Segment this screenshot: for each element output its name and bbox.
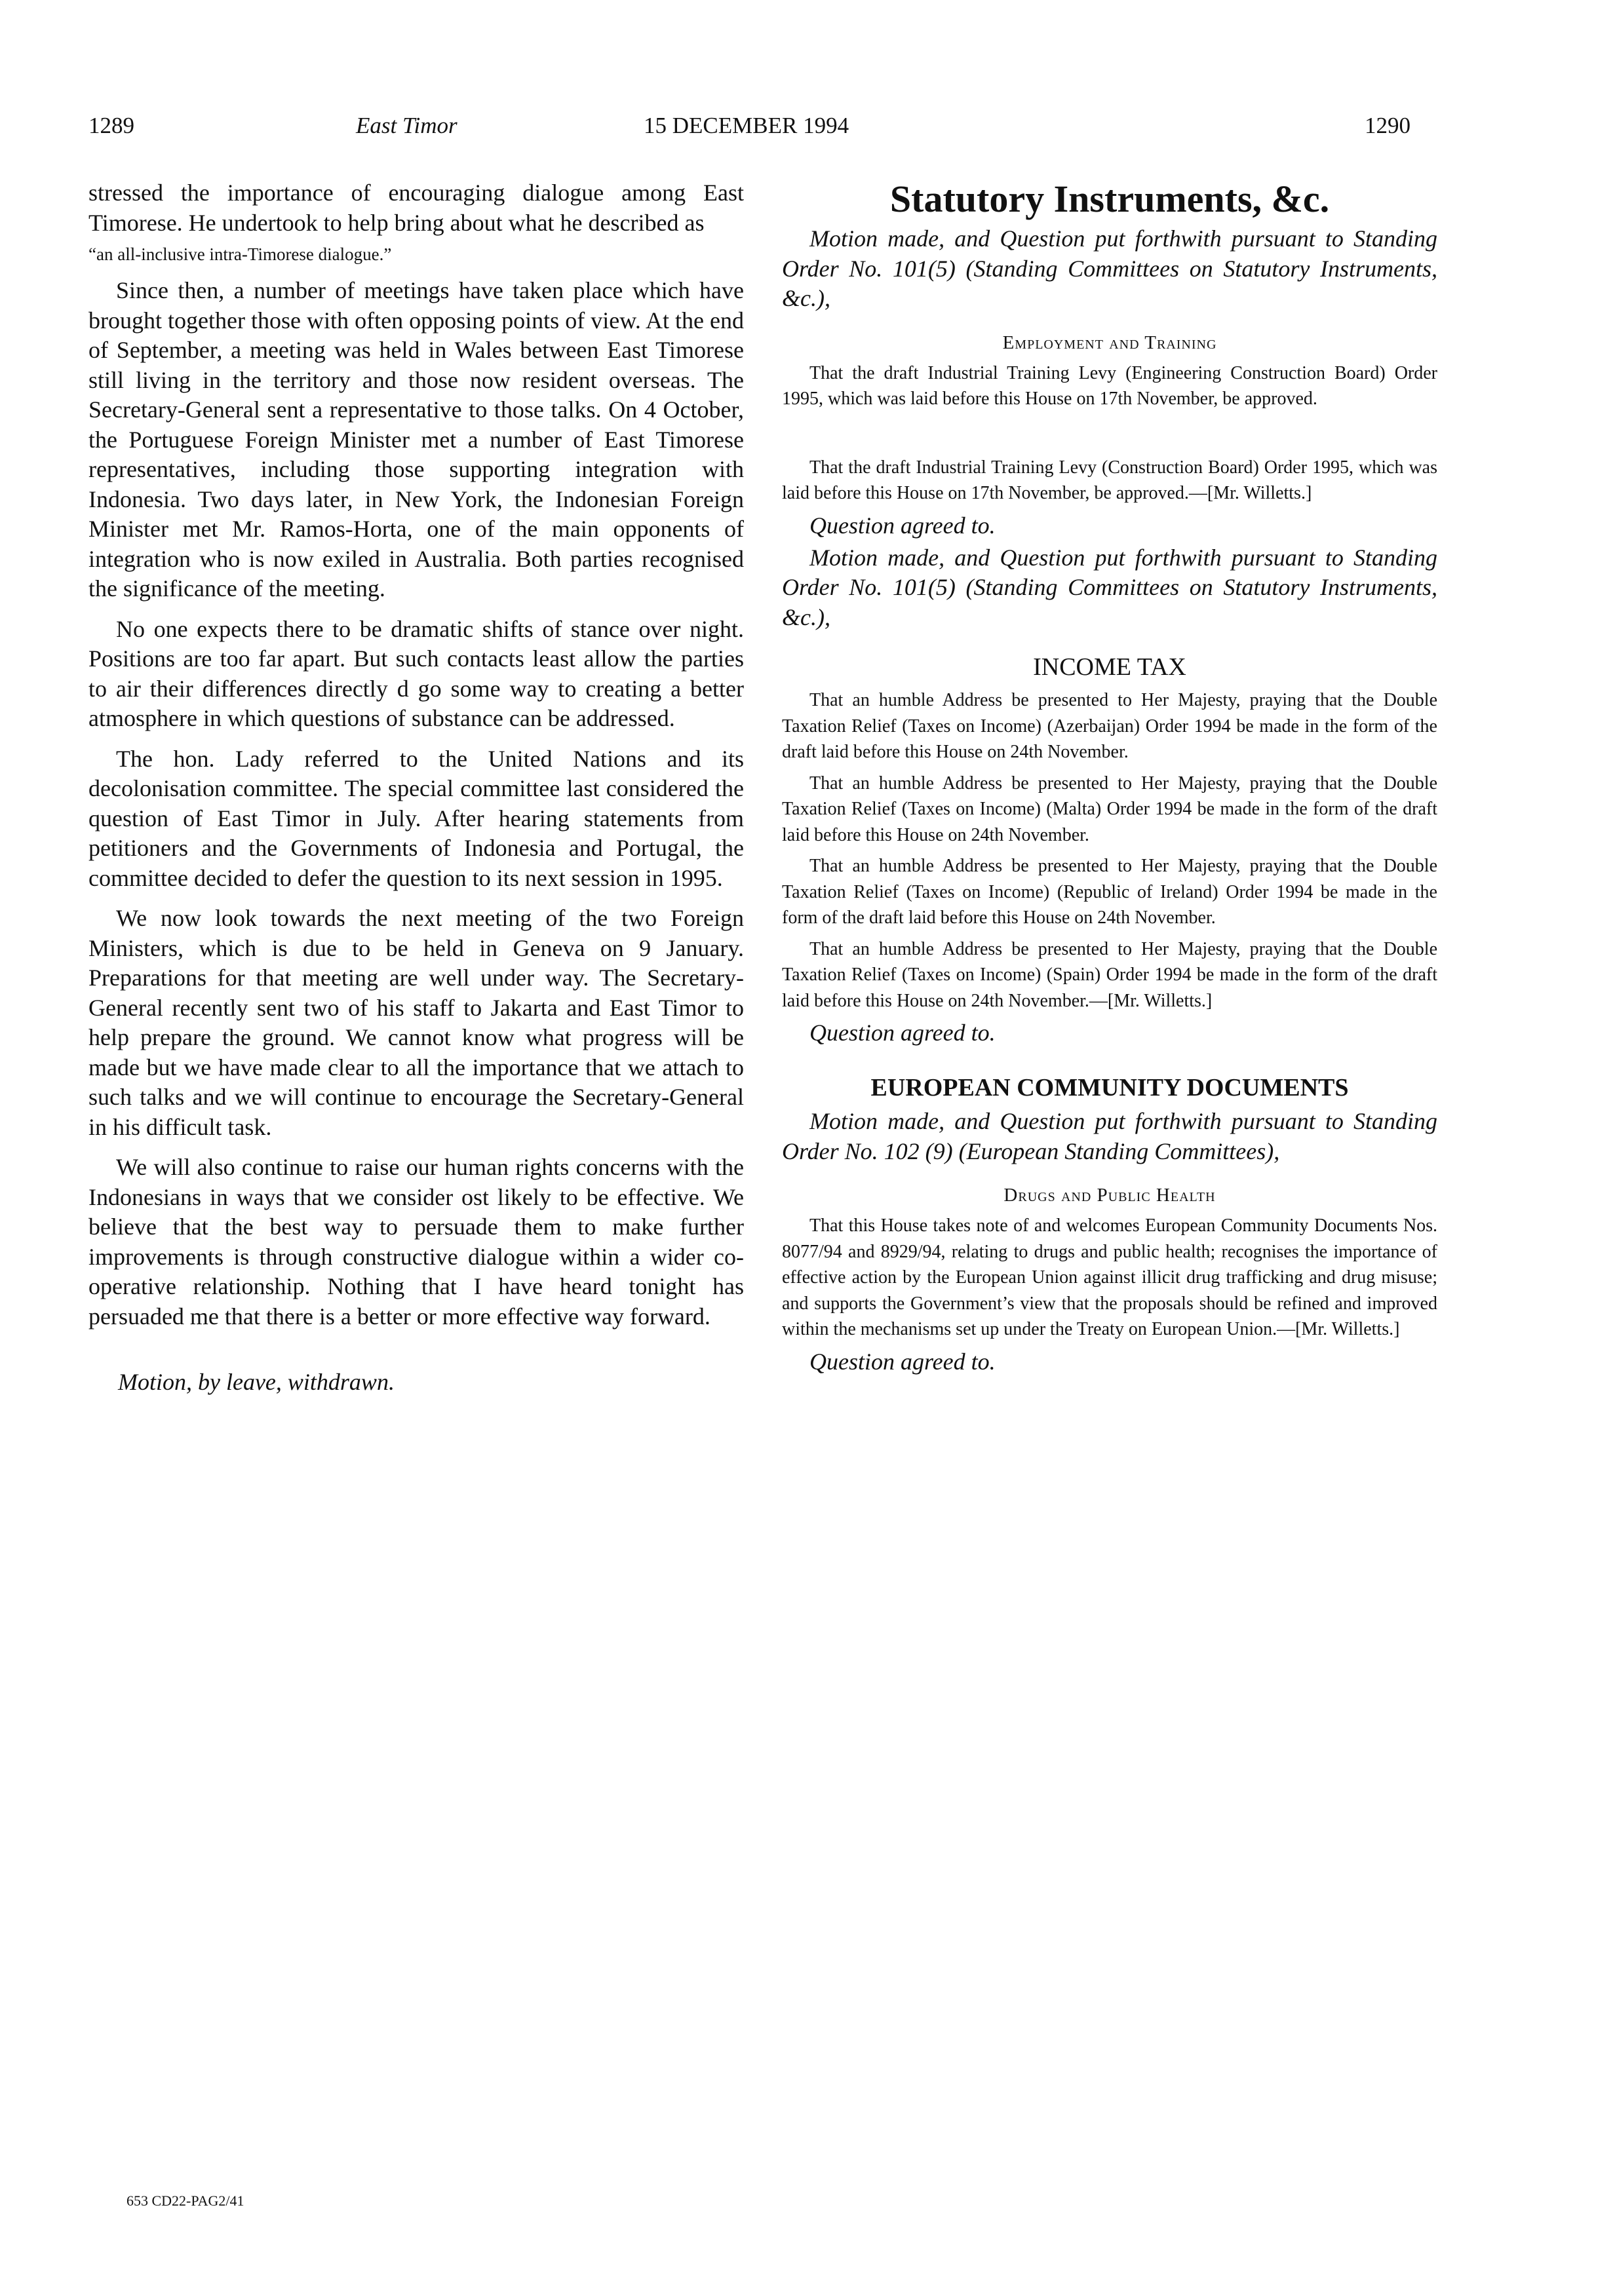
- resolution: That an humble Address be presented to Her Majesty, praying that the Double Taxation Relief (Taxes on Income) (Azerbaijan) Order 1994 be made in the form of the draft laid before this House on 24th November.: [782, 690, 1437, 762]
- running-title: East Timor: [356, 113, 457, 138]
- question-agreed: Question agreed to.: [809, 512, 996, 539]
- paragraph: No one expects there to be dramatic shifts of stance over night. Positions are too far apart. But such contacts least allow the parties to air their differences directly d go some way to creating a better atmosphere in which questions of substance can be addressed.: [88, 615, 744, 731]
- subheading: INCOME TAX: [1033, 653, 1186, 681]
- resolution: That an humble Address be presented to Her Majesty, praying that the Double Taxation Relief (Taxes on Income) (Spain) Order 1994 be made in the form of the draft laid before this House on 24th November.—[Mr. Willetts.]: [782, 938, 1437, 1011]
- print-code: 653 CD22-PAG2/41: [126, 2192, 244, 2209]
- page-date: 15 DECEMBER 1994: [644, 113, 849, 138]
- paragraph: Since then, a number of meetings have taken place which have brought together those with often opposing points of view. At the end of September, a meeting was held in Wales between East Timorese still living in the territory and those now resident overseas. The Secretary-General sent a representative to those talks. On 4 October, the Portuguese Foreign Minister met a number of East Timorese representatives, including those supporting integration with Indonesia. Two days later, in New York, the Indonesian Foreign Minister met Mr. Ramos-Horta, one of the main opponents of integration who is now exiled in Australia. Both parties recognised the significance of the meeting.: [88, 277, 744, 602]
- section-heading: Statutory Instruments, &c.: [889, 178, 1330, 220]
- motion-text: Motion made, and Question put forthwith pursuant to Standing Order No. 101(5) (Standing Committees on Statutory Instruments, &c.),: [782, 544, 1437, 630]
- motion-text: Motion made, and Question put forthwith pursuant to Standing Order No. 101(5) (Standing Committees on Statutory Instruments, &c.),: [782, 225, 1437, 311]
- question-agreed: Question agreed to.: [809, 1020, 996, 1046]
- subheading: Employment and Training: [1002, 332, 1217, 353]
- quotation: “an all-inclusive intra-Timorese dialogue.”: [88, 244, 392, 264]
- resolution: That this House takes note of and welcomes European Community Documents Nos. 8077/94 and 8929/94, relating to drugs and public health; recognises the importance of effective action by the European Union against illicit drug trafficking and drug misuse; and supports the Government’s view that the proposals should be refined and improved within the mechanisms set up under the Treaty on European Union.—[Mr. Willetts.]: [782, 1215, 1437, 1339]
- right-page-number: 1290: [1365, 113, 1411, 138]
- question-agreed: Question agreed to.: [809, 1348, 996, 1375]
- right-column: [782, 178, 1437, 1379]
- left-page-number: 1289: [88, 113, 134, 138]
- motion-text: Motion made, and Question put forthwith pursuant to Standing Order No. 102 (9) (European Standing Committees),: [782, 1108, 1437, 1164]
- left-column: [88, 178, 744, 1396]
- paragraph: We will also continue to raise our human rights concerns with the Indonesians in ways that we consider ost likely to be effective. We believe that the best way to persuade them to make further improvements is through constructive dialogue within a wider co-operative relationship. Nothing that I have heard tonight has persuaded me that there is a better or more effective way forward.: [88, 1154, 744, 1330]
- paragraph: The hon. Lady referred to the United Nations and its decolonisation committee. The special committee last considered the question of East Timor in July. After hearing statements from petitioners and the Governments of Indonesia and Portugal, the committee decided to defer the question to its next session in 1995.: [88, 745, 744, 891]
- section-heading: EUROPEAN COMMUNITY DOCUMENTS: [870, 1074, 1349, 1101]
- subheading: Drugs and Public Health: [1003, 1185, 1216, 1206]
- paragraph: We now look towards the next meeting of the two Foreign Ministers, which is due to be held in Geneva on 9 January. Preparations for that meeting are well under way. The Secretary-General recently sent two of his staff to Jakarta and East Timor to help prepare the ground. We cannot know what progress will be made but we have made clear to all the importance that we attach to such talks and we will continue to encourage the Secretary-General in his difficult task.: [88, 905, 744, 1140]
- paragraph: stressed the importance of encouraging dialogue among East Timorese. He undertook to help bring about what he described as: [88, 180, 744, 236]
- resolution: That the draft Industrial Training Levy (Engineering Construction Board) Order 1995, which was laid before this House on 17th November, be approved.: [782, 362, 1437, 409]
- resolution: That an humble Address be presented to Her Majesty, praying that the Double Taxation Relief (Taxes on Income) (Malta) Order 1994 be made in the form of the draft laid before this House on 24th November.: [782, 773, 1437, 845]
- resolution: That an humble Address be presented to Her Majesty, praying that the Double Taxation Relief (Taxes on Income) (Republic of Ireland) Order 1994 be made in the form of the draft laid before this House on 24th November.: [782, 856, 1437, 928]
- motion-withdrawn-note: Motion, by leave, withdrawn.: [118, 1369, 395, 1395]
- resolution: That the draft Industrial Training Levy (Construction Board) Order 1995, which was laid before this House on 17th November, be approved.—[Mr. Willetts.]: [782, 457, 1437, 503]
